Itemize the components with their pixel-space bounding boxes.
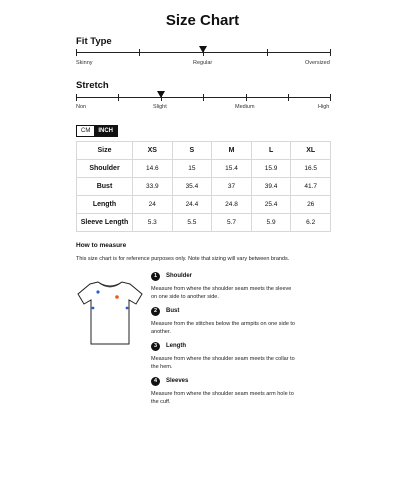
table-cell: 37 xyxy=(212,178,252,196)
header-size: Size xyxy=(77,142,133,160)
table-cell: 33.9 xyxy=(133,178,173,196)
table-cell: 25.4 xyxy=(251,196,291,214)
table-cell: 15 xyxy=(172,160,212,178)
table-cell: 6.2 xyxy=(291,214,331,232)
step-description: Measure from the stitches below the armpits on one side to another. xyxy=(151,321,295,335)
stretch-option-medium: Medium xyxy=(235,104,255,110)
table-cell: 5.3 xyxy=(133,214,173,232)
table-header-row xyxy=(77,142,331,160)
table-cell: 35.4 xyxy=(172,178,212,196)
table-cell: 14.6 xyxy=(133,160,173,178)
step-description: Measure from where the shoulder seam meets the collar to the hem. xyxy=(151,356,295,370)
stretch-option-slight: Slight xyxy=(153,104,167,110)
step-title: Length xyxy=(166,343,186,349)
table-cell: 39.4 xyxy=(251,178,291,196)
table-row xyxy=(77,160,331,178)
unit-inch-button[interactable]: INCH xyxy=(94,126,117,136)
step-number-badge: 1 xyxy=(151,272,160,281)
table-row xyxy=(77,178,331,196)
header-xs: XS xyxy=(133,142,173,160)
stretch-scale xyxy=(76,93,331,103)
fit-type-marker xyxy=(199,46,207,53)
page-title: Size Chart xyxy=(165,12,240,29)
table-cell: 5.7 xyxy=(212,214,252,232)
stretch-marker xyxy=(157,91,165,98)
stretch-option-high: High xyxy=(318,104,330,110)
step-number-badge: 2 xyxy=(151,307,160,316)
unit-cm-button[interactable]: CM xyxy=(77,126,94,136)
step-title: Sleeves xyxy=(166,378,189,384)
table-cell: 5.5 xyxy=(172,214,212,232)
table-cell: 26 xyxy=(291,196,331,214)
table-cell: 5.9 xyxy=(251,214,291,232)
table-cell: 15.4 xyxy=(212,160,252,178)
fit-type-scale xyxy=(76,48,331,58)
bust-point-icon xyxy=(92,307,95,310)
table-cell: 15.9 xyxy=(251,160,291,178)
step-title: Bust xyxy=(166,308,180,314)
table-cell: 24.4 xyxy=(172,196,212,214)
row-label: Length xyxy=(77,196,133,214)
fit-option-oversized: Oversized xyxy=(305,60,330,66)
how-to-measure-title: How to measure xyxy=(76,242,127,249)
table-row xyxy=(77,196,331,214)
shoulder-point-icon xyxy=(96,290,99,293)
step-number-badge: 4 xyxy=(151,377,160,386)
header-m: M xyxy=(212,142,252,160)
fit-type-label: Fit Type xyxy=(76,36,112,47)
stretch-option-non: Non xyxy=(76,104,87,110)
table-cell: 16.5 xyxy=(291,160,331,178)
step-number-badge: 3 xyxy=(151,342,160,351)
row-label: Shoulder xyxy=(77,160,133,178)
table-cell: 41.7 xyxy=(291,178,331,196)
fit-option-regular: Regular xyxy=(193,60,213,66)
step-description: Measure from where the shoulder seam meets arm hole to the cuff. xyxy=(151,391,294,405)
table-cell: 24 xyxy=(133,196,173,214)
row-label: Sleeve Length xyxy=(77,214,133,232)
header-xl: XL xyxy=(291,142,331,160)
row-label: Bust xyxy=(77,178,133,196)
table-row xyxy=(77,214,331,232)
reference-note: This size chart is for reference purposes only. Note that sizing will vary between brands. xyxy=(76,256,290,262)
table-cell: 24.8 xyxy=(212,196,252,214)
bust-point-icon xyxy=(126,307,129,310)
header-s: S xyxy=(172,142,212,160)
measure-point-icon xyxy=(115,295,119,299)
header-l: L xyxy=(251,142,291,160)
fit-option-skinny: Skinny xyxy=(76,60,93,66)
size-table xyxy=(76,141,331,232)
step-title: Shoulder xyxy=(166,273,193,279)
tshirt-diagram-icon xyxy=(76,278,144,348)
step-description: Measure from where the shoulder seam meets the sleeve on one side to another side. xyxy=(151,286,292,300)
unit-toggle xyxy=(76,125,118,137)
stretch-label: Stretch xyxy=(76,80,109,91)
